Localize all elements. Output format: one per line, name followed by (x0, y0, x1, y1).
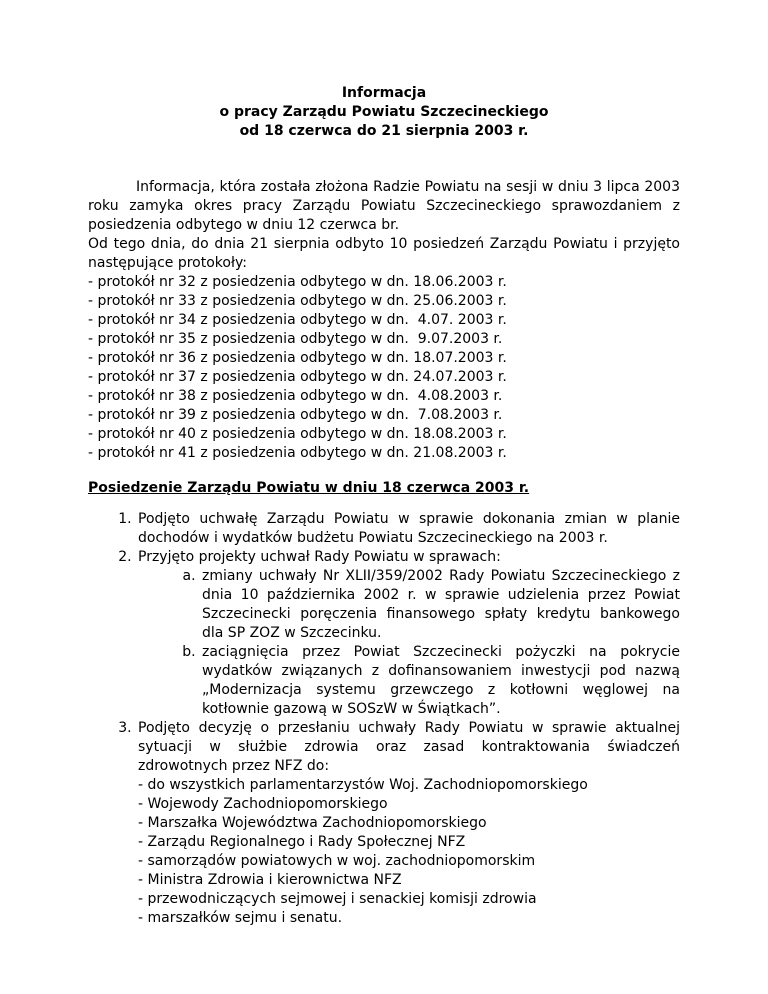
recipient-item: - Ministra Zdrowia i kierownictwa NFZ (138, 872, 402, 888)
protocol-item: - protokół nr 32 z posiedzenia odbytego w dn. 18.06.2003 r. (88, 274, 507, 290)
point-text: Przyjęto projekty uchwał Rady Powiatu w sprawach: (138, 549, 501, 565)
recipient-item: - samorządów powiatowych w woj. zachodniopomorskim (138, 853, 536, 869)
title-line-1: Informacja (341, 85, 427, 101)
recipient-item: - Wojewody Zachodniopomorskiego (138, 796, 388, 812)
subpoint-item-a: a. zmiany uchwały Nr XLII/359/2002 Rady Powiatu Szczecineckiego z dnia 10 października 2002 r. w sprawie udzielenia przez Powiat Szczecinecki poręczenia finansowego spłaty kredytu bankowego dla SP ZOZ w Szczecinku. (200, 567, 680, 643)
document-title (88, 84, 680, 141)
title-line-3: od 18 czerwca do 21 sierpnia 2003 r. (239, 123, 529, 139)
recipient-item: - przewodniczących sejmowej i senackiej komisji zdrowia (138, 891, 537, 907)
point-text: Podjęto uchwałę Zarządu Powiatu w sprawie dokonania zmian w planie dochodów i wydatków budżetu Powiatu Szczecineckiego na 2003 r. (138, 511, 680, 546)
recipient-item: - marszałków sejmu i senatu. (138, 910, 343, 926)
point-text: Podjęto decyzję o przesłaniu uchwały Rady Powiatu w sprawie aktualnej sytuacji w służbie zdrowia oraz zasad kontraktowania świadczeń zdrowotnych przez NFZ do: (138, 720, 680, 774)
protocol-item: - protokół nr 41 z posiedzenia odbytego w dn. 21.08.2003 r. (88, 445, 507, 461)
protocol-item: - protokół nr 35 z posiedzenia odbytego w dn. 9.07.2003 r. (88, 331, 503, 347)
protocol-item: - protokół nr 40 z posiedzenia odbytego w dn. 18.08.2003 r. (88, 426, 507, 442)
recipient-item: - do wszystkich parlamentarzystów Woj. Zachodniopomorskiego (138, 777, 588, 793)
protocol-item: - protokół nr 39 z posiedzenia odbytego w dn. 7.08.2003 r. (88, 407, 503, 423)
protocol-item: - protokół nr 36 z posiedzenia odbytego w dn. 18.07.2003 r. (88, 350, 507, 366)
recipient-list (138, 776, 680, 928)
protocol-item: - protokół nr 37 z posiedzenia odbytego w dn. 24.07.2003 r. (88, 369, 507, 385)
intro-paragraph-1: Informacja, która została złożona Radzie Powiatu na sesji w dniu 3 lipca 2003 roku zamyka okres pracy Zarządu Powiatu Szczecineckiego sprawozdaniem z posiedzenia odbytego w dniu 12 czerwca br. (88, 179, 680, 233)
recipient-item: - Zarządu Regionalnego i Rady Społecznej NFZ (138, 834, 466, 850)
protocol-item: - protokół nr 33 z posiedzenia odbytego w dn. 25.06.2003 r. (88, 293, 507, 309)
protocol-list (88, 273, 680, 463)
point-item-2 (136, 548, 680, 719)
intro-paragraph-2: Od tego dnia, do dnia 21 sierpnia odbyto 10 posiedzeń Zarządu Powiatu i przyjęto następujące protokoły: (88, 236, 680, 271)
subpoint-list (138, 567, 680, 719)
point-item-3 (136, 719, 680, 928)
section-points-list (88, 510, 680, 928)
protocol-item: - protokół nr 38 z posiedzenia odbytego w dn. 4.08.2003 r. (88, 388, 503, 404)
title-line-2: o pracy Zarządu Powiatu Szczecineckiego (219, 104, 549, 120)
subpoint-item-b: b. zaciągnięcia przez Powiat Szczecinecki pożyczki na pokrycie wydatków związanych z dofinansowaniem inwestycji pod nazwą „Modernizacja systemu grzewczego z kotłowni węglowej na kotłownie gazową w SOSzW w Świątkach”. (200, 643, 680, 719)
intro-section (88, 178, 680, 273)
recipient-item: - Marszałka Województwa Zachodniopomorskiego (138, 815, 487, 831)
point-item-1 (136, 510, 680, 548)
protocol-item: - protokół nr 34 z posiedzenia odbytego w dn. 4.07. 2003 r. (88, 312, 507, 328)
section-heading: Posiedzenie Zarządu Powiatu w dniu 18 czerwca 2003 r. (88, 480, 530, 496)
